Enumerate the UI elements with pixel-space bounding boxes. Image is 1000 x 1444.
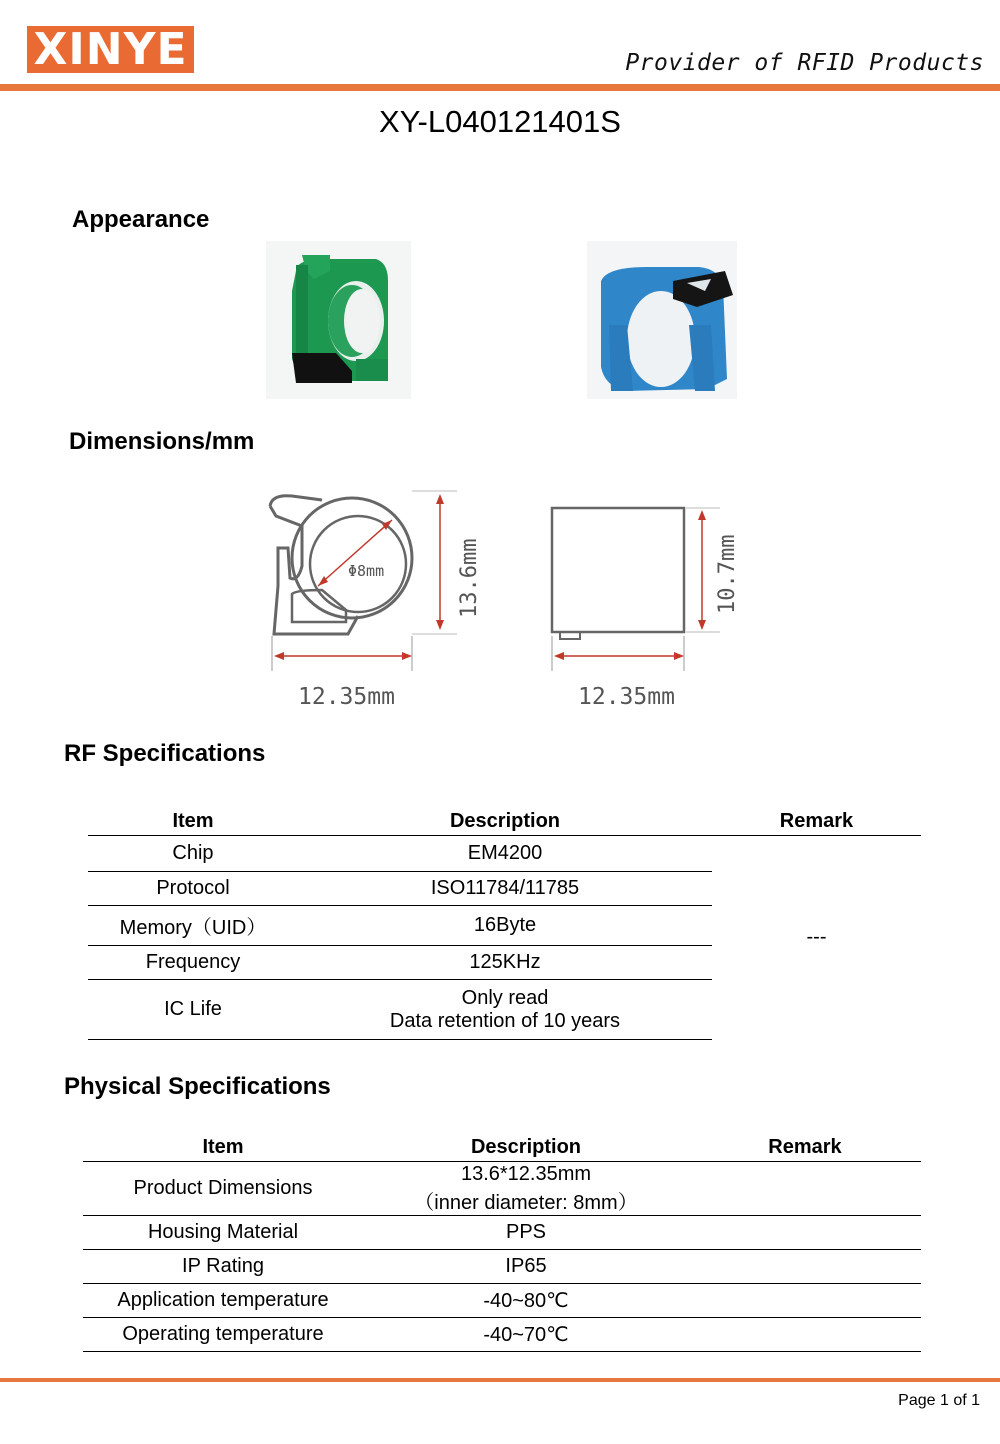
footer-divider: [0, 1378, 1000, 1382]
table-header-row: [88, 800, 921, 836]
cell-item: Frequency: [88, 946, 298, 980]
cell-description: IP65: [363, 1250, 689, 1284]
brand-logo: XINYE: [27, 26, 194, 73]
cell-description: -40~80℃: [363, 1284, 689, 1318]
table-row: [83, 1162, 921, 1216]
thickness-label: 10.7mm: [715, 534, 740, 614]
table-row: [88, 836, 921, 872]
cell-description: EM4200: [298, 836, 712, 872]
cell-remark: [689, 1284, 921, 1318]
cell-description-line1: Only read: [461, 986, 549, 1009]
height-label: 13.6mm: [457, 538, 482, 618]
cell-item: Product Dimensions: [83, 1162, 363, 1216]
cell-description: -40~70℃: [363, 1318, 689, 1352]
cell-description-line2: Data retention of 10 years: [389, 1009, 621, 1032]
cell-item: Chip: [88, 836, 298, 872]
diameter-label: Φ8mm: [348, 562, 385, 580]
document-title: XY-L040121401S: [379, 104, 621, 139]
table-row: [83, 1284, 921, 1318]
cell-description: 125KHz: [298, 946, 712, 980]
physical-spec-table: [83, 1126, 921, 1352]
section-title-dimensions: Dimensions/mm: [69, 428, 255, 455]
table-row: [83, 1216, 921, 1250]
cell-item: Protocol: [88, 872, 298, 906]
table-row: [83, 1318, 921, 1352]
cell-item: Operating temperature: [83, 1318, 363, 1352]
rf-spec-table: [88, 800, 921, 1040]
cell-description: PPS: [363, 1216, 689, 1250]
cell-item: IC Life: [88, 980, 298, 1040]
page-number: Page 1 of 1: [898, 1392, 980, 1409]
section-title-appearance: Appearance: [72, 206, 210, 233]
header-remark: Remark: [712, 800, 921, 836]
cell-remark: [689, 1250, 921, 1284]
cell-item: Application temperature: [83, 1284, 363, 1318]
cell-item: Memory（UID）: [88, 906, 298, 946]
cell-description-line1: 13.6*12.35mm: [460, 1162, 592, 1185]
header-item: Item: [83, 1126, 363, 1162]
section-title-physical: Physical Specifications: [64, 1073, 331, 1100]
width-label: 12.35mm: [298, 684, 395, 710]
header-tagline: Provider of RFID Products: [625, 50, 984, 76]
green-ring-tag-photo: [266, 241, 411, 399]
header-divider: [0, 84, 1000, 91]
cell-item: Housing Material: [83, 1216, 363, 1250]
header-remark: Remark: [689, 1126, 921, 1162]
cell-remark: ---: [712, 836, 921, 1040]
header-description: Description: [298, 800, 712, 836]
section-title-rf: RF Specifications: [64, 740, 266, 767]
front-dimension-drawing: [540, 486, 760, 718]
table-row: [83, 1250, 921, 1284]
cell-description: 16Byte: [298, 906, 712, 946]
cell-remark: [689, 1318, 921, 1352]
width-label-right: 12.35mm: [578, 684, 675, 710]
header-description: Description: [363, 1126, 689, 1162]
cell-description: [298, 980, 712, 1040]
side-dimension-drawing: [262, 486, 502, 718]
header-item: Item: [88, 800, 298, 836]
cell-description-line2: （inner diameter: 8mm）: [414, 1191, 638, 1214]
table-header-row: [83, 1126, 921, 1162]
cell-remark: [689, 1162, 921, 1216]
cell-description: ISO11784/11785: [298, 872, 712, 906]
cell-description: [363, 1162, 689, 1216]
cell-remark: [689, 1216, 921, 1250]
cell-item: IP Rating: [83, 1250, 363, 1284]
blue-ring-tag-photo: [587, 241, 737, 399]
